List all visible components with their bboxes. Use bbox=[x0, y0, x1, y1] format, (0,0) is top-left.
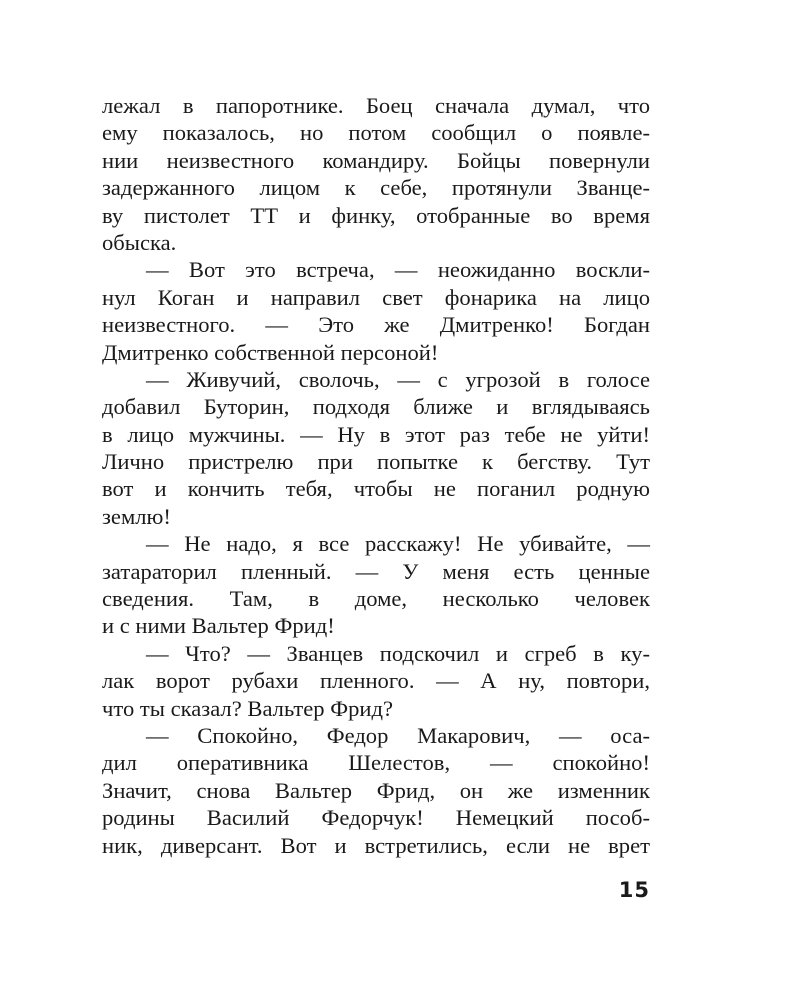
text-line: обыска. bbox=[102, 229, 177, 255]
text-line: лак ворот рубахи пленного. — А ну, повтори, bbox=[102, 668, 650, 694]
text-line: и с ними Вальтер Фрид! bbox=[102, 613, 335, 639]
text-line: землю! bbox=[102, 503, 171, 529]
page-number: 15 bbox=[618, 878, 650, 902]
text-line: — Спокойно, Федор Макарович, — оса- bbox=[146, 722, 650, 748]
paragraph bbox=[102, 722, 650, 859]
text-line: ник, диверсант. Вот и встретились, если не врет bbox=[102, 832, 650, 858]
body-text bbox=[102, 92, 650, 859]
text-line: родины Василий Федорчук! Немецкий пособ- bbox=[102, 805, 650, 831]
text-line: сведения. Там, в доме, несколько человек bbox=[102, 586, 650, 612]
paragraph bbox=[102, 530, 650, 640]
text-line: — Живучий, сволочь, — с угрозой в голосе bbox=[146, 366, 650, 392]
text-line: нул Коган и направил свет фонарика на лицо bbox=[102, 284, 650, 310]
text-line: — Вот это встреча, — неожиданно воскли- bbox=[146, 257, 650, 283]
text-line: — Не надо, я все расскажу! Не убивайте, — bbox=[146, 531, 650, 557]
text-line: Значит, снова Вальтер Фрид, он же изменник bbox=[102, 777, 650, 803]
paragraph bbox=[102, 366, 650, 530]
text-line: Лично пристрелю при попытке к бегству. Тут bbox=[102, 449, 650, 475]
text-line: Дмитренко собственной персоной! bbox=[102, 339, 439, 365]
text-line: неизвестного. — Это же Дмитренко! Богдан bbox=[102, 312, 650, 338]
text-line: добавил Буторин, подходя ближе и вглядываясь bbox=[102, 394, 650, 420]
paragraph bbox=[102, 640, 650, 722]
text-line: ву пистолет ТТ и финку, отобранные во время bbox=[102, 202, 650, 228]
text-line: затараторил пленный. — У меня есть ценные bbox=[102, 558, 650, 584]
paragraph bbox=[102, 256, 650, 366]
paragraph bbox=[102, 92, 650, 256]
text-line: вот и кончить тебя, чтобы не поганил родную bbox=[102, 476, 650, 502]
text-line: лежал в папоротнике. Боец сначала думал, что bbox=[102, 93, 650, 118]
text-line: нии неизвестного командиру. Бойцы повернули bbox=[102, 147, 650, 173]
text-line: задержанного лицом к себе, протянули Званце- bbox=[102, 175, 650, 201]
text-line: что ты сказал? Вальтер Фрид? bbox=[102, 695, 394, 721]
text-line: дил оперативника Шелестов, — спокойно! bbox=[102, 750, 650, 776]
text-line: в лицо мужчины. — Ну в этот раз тебе не уйти! bbox=[102, 421, 650, 447]
text-line: ему показалось, но потом сообщил о появле- bbox=[102, 120, 650, 146]
text-line: — Что? — Званцев подскочил и сгреб в ку- bbox=[146, 640, 650, 666]
